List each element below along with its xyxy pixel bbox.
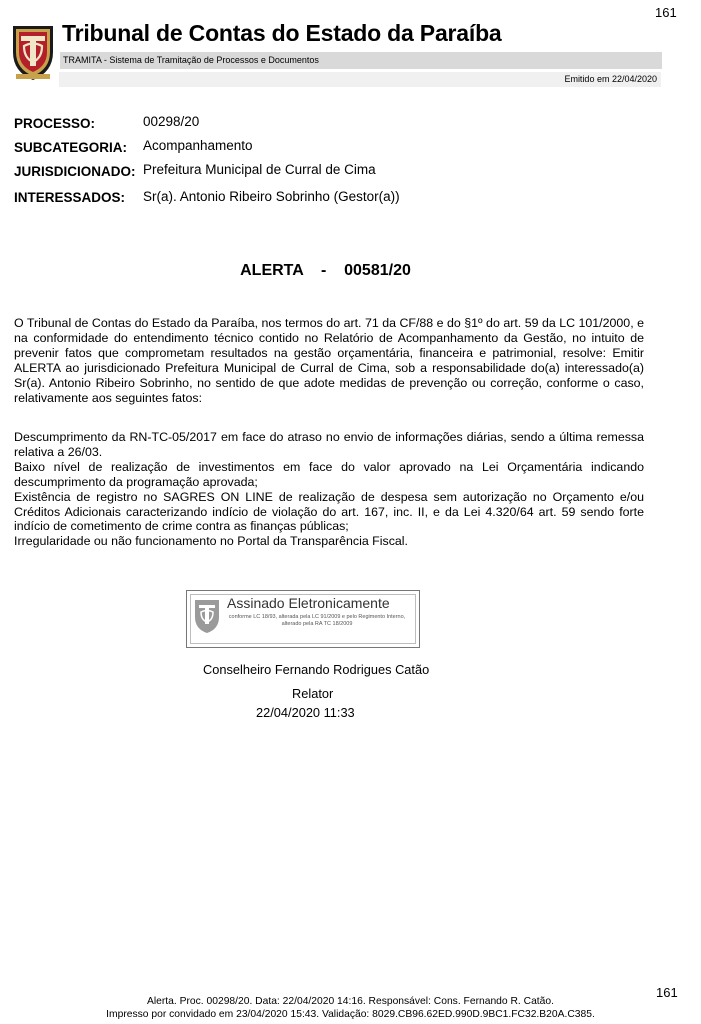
stamp-title: Assinado Eletronicamente: [227, 595, 390, 611]
electronic-signature-stamp: [186, 590, 420, 648]
footer: [0, 995, 701, 1021]
page-number-bottom: 161: [656, 985, 678, 1000]
jurisdiction-value: Prefeitura Municipal de Curral de Cima: [143, 162, 376, 177]
alert-label: ALERTA: [240, 262, 304, 279]
subcategory-label: SUBCATEGORIA:: [14, 140, 127, 155]
system-line: TRAMITA - Sistema de Tramitação de Processos e Documentos: [63, 55, 319, 65]
signer-role: Relator: [292, 686, 334, 701]
alert-heading: [0, 262, 651, 280]
tce-pb-crest-icon: [10, 22, 56, 82]
fact-item: Descumprimento da RN-TC-05/2017 em face do atraso no envio de informações diárias, sendo a última remessa relativa a 26/03.: [14, 430, 644, 459]
facts-list: [14, 430, 644, 549]
signer-name: Conselheiro Fernando Rodrigues Catão: [203, 662, 430, 677]
interested-value: Sr(a). Antonio Ribeiro Sobrinho (Gestor(a)): [143, 189, 400, 204]
page-number-top: 161: [655, 5, 677, 20]
subcategory-value: Acompanhamento: [143, 138, 253, 153]
process-label: PROCESSO:: [14, 116, 96, 131]
jurisdiction-label: JURISDICIONADO:: [14, 164, 136, 179]
interested-label: INTERESSADOS:: [14, 190, 126, 205]
footer-line-1: Alerta. Proc. 00298/20. Data: 22/04/2020 14:16. Responsável: Cons. Fernando R. Catão.: [147, 996, 554, 1007]
alert-number: 00581/20: [344, 262, 411, 279]
process-value: 00298/20: [143, 114, 200, 129]
fact-item: Baixo nível de realização de investimentos em face do valor aprovado na Lei Orçamentária indicando descumprimento da programação aprovada;: [14, 459, 644, 489]
system-bar: [60, 52, 662, 69]
stamp-note: conforme LC 18/93, alterada pela LC 91/2009 e pelo Regimento Interno, alterado pela RA TC 18/2009: [228, 614, 406, 627]
fact-item: Irregularidade ou não funcionamento no Portal da Transparência Fiscal.: [14, 534, 408, 549]
alert-separator: -: [321, 262, 327, 279]
body-paragraph: O Tribunal de Contas do Estado da Paraíba, nos termos do art. 71 da CF/88 e do §1º do art. 59 da LC 101/2000, e na conformidade do entendimento técnico contido no Relatório de Acompanhamento da Gestão, no intuito de prevenir fatos que comprometam resultados na gestão orçamentária, financeira e patrimonial, resolve: Emitir ALERTA ao jurisdicionado Prefeitura Municipal de Curral de Cima, sob a responsabilidade do(a) interessado(a) Sr(a). Antonio Ribeiro Sobrinho, no sentido de que adote medidas de prevenção ou correção, conforme o caso, relativamente aos seguintes fatos:: [14, 316, 644, 405]
tce-pb-crest-icon: [193, 597, 221, 635]
issued-date: Emitido em 22/04/2020: [564, 74, 657, 84]
signature-datetime: 22/04/2020 11:33: [256, 705, 355, 720]
issued-bar: [59, 72, 661, 87]
fact-item: Existência de registro no SAGRES ON LINE de realização de despesa sem autorização no Orçamento e/ou Créditos Adicionais caracterizando indício de violação do art. 167, inc. II, e da Lei 4.320/64 art. 59 sendo forte indício de cometimento de crime contra as finanças públicas;: [14, 489, 644, 534]
institution-title: Tribunal de Contas do Estado da Paraíba: [62, 20, 502, 46]
footer-line-2: Impresso por convidado em 23/04/2020 15:43. Validação: 8029.CB96.62ED.990D.9BC1.FC32.B20A.C385.: [106, 1009, 595, 1020]
